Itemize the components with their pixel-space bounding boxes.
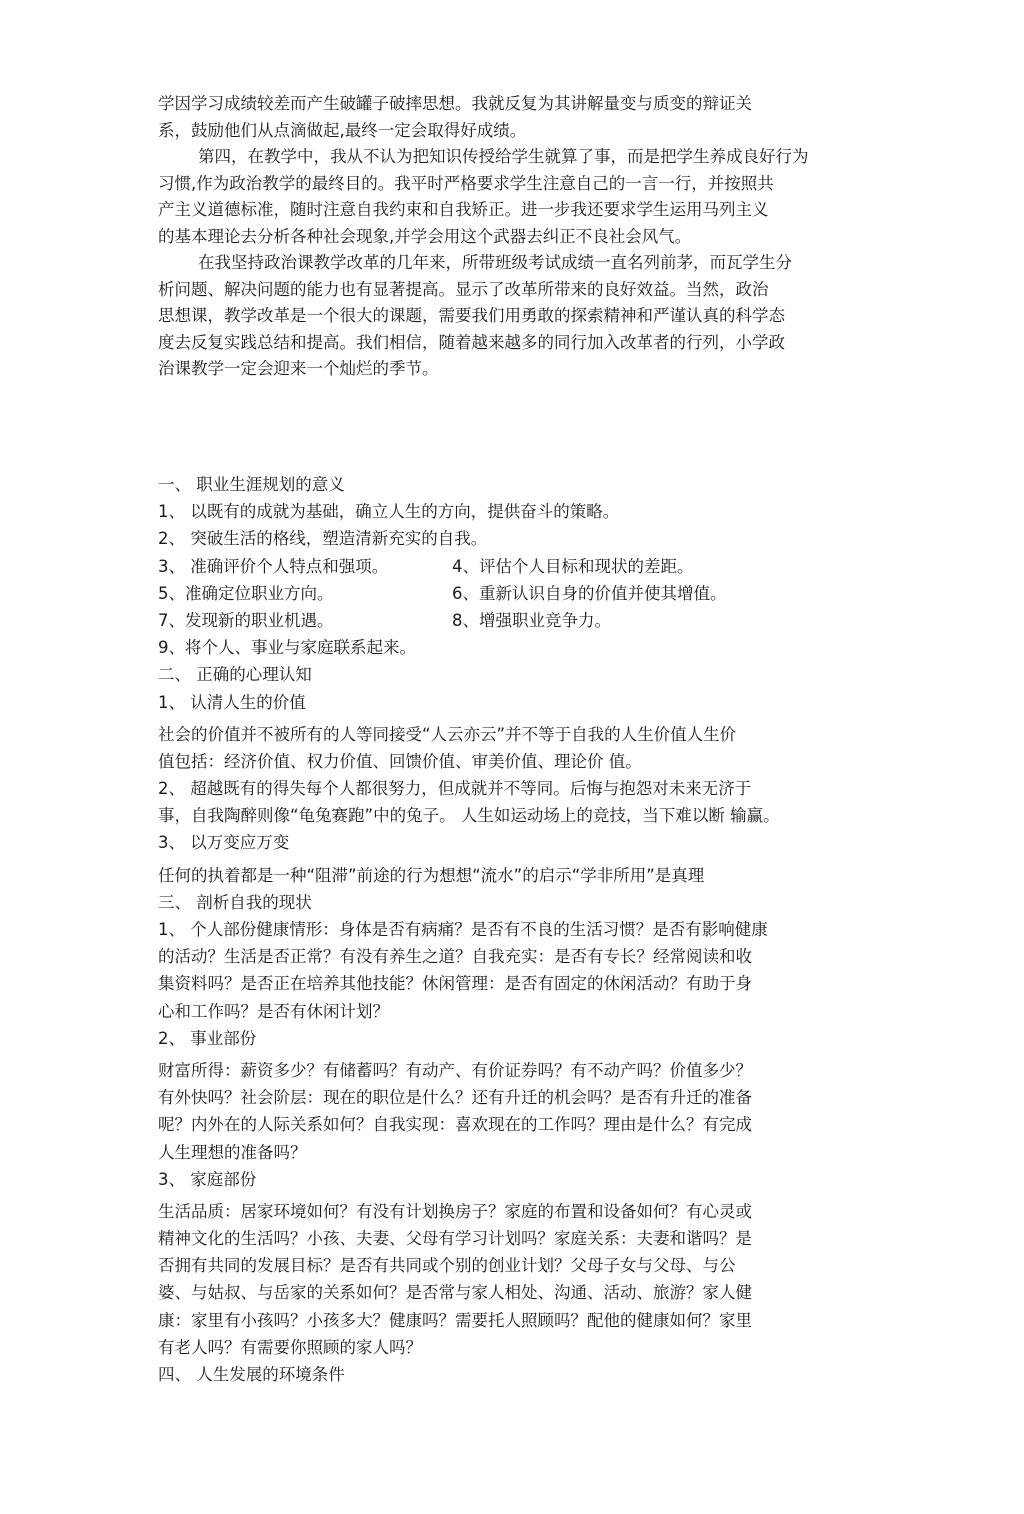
text-line: 否拥有共同的发展目标？是否有共同或个别的创业计划？父母子女与父母、与公 bbox=[158, 1256, 736, 1276]
subheading: 3、 以万变应万变 bbox=[158, 833, 290, 853]
list-row bbox=[158, 580, 878, 607]
text-line: 有老人吗？有需要你照顾的家人吗？ bbox=[158, 1337, 422, 1357]
text-line: 精神文化的生活吗？小孩、夫妻、父母有学习计划吗？家庭关系：夫妻和谐吗？是 bbox=[158, 1229, 752, 1249]
list-item: 4、评估个人目标和现状的差距。 bbox=[452, 556, 694, 576]
paragraph-start: 在我坚持政治课教学改革的几年来，所带班级考试成绩一直名列前茅，而瓦学生分 bbox=[198, 253, 792, 272]
text-line: 习惯,作为政治教学的最终目的。我平时严格要求学生注意自己的一言一行，并按照共 bbox=[158, 173, 774, 193]
text-line: 析问题、解决问题的能力也有显著提高。显示了改革所带来的良好效益。当然，政治 bbox=[158, 279, 769, 299]
text-line: 心和工作吗？是否有休闲计划？ bbox=[158, 1001, 389, 1021]
text-line: 康：家里有小孩吗？小孩多大？健康吗？需要托人照顾吗？配他的健康如何？家里 bbox=[158, 1310, 752, 1330]
section-heading: 二、 正确的心理认知 bbox=[158, 665, 312, 685]
subheading: 3、 家庭部份 bbox=[158, 1169, 257, 1189]
text-line: 1、 个人部份健康情形：身体是否有病痛？是否有不良的生活习惯？是否有影响健康 bbox=[158, 920, 768, 939]
list-item: 7、发现新的职业机遇。 bbox=[158, 610, 334, 630]
text-line: 2、 超越既有的得失每个人都很努力，但成就并不等同。后悔与抱怨对未来无济于 bbox=[158, 779, 752, 799]
text-line: 思想课，教学改革是一个很大的课题，需要我们用勇敢的探索精神和严谨认真的科学态 bbox=[158, 306, 785, 325]
list-item: 2、 突破生活的格线，塑造清新充实的自我。 bbox=[158, 529, 488, 549]
list-item: 6、重新认识自身的价值并使其增值。 bbox=[452, 583, 727, 603]
text-line: 度去反复实践总结和提高。我们相信，随着越来越多的同行加入改革者的行列，小学政 bbox=[158, 332, 785, 352]
text-line: 集资料吗？是否正在培养其他技能？休闲管理：是否有固定的休闲活动？有助于身 bbox=[158, 974, 752, 994]
list-item: 1、 以既有的成就为基础，确立人生的方向，提供奋斗的策略。 bbox=[158, 502, 620, 522]
list-row bbox=[158, 553, 878, 580]
text-line: 治课教学一定会迎来一个灿烂的季节。 bbox=[158, 359, 439, 378]
text-line: 婆、与姑叔、与岳家的关系如何？是否常与家人相处、沟通、活动、旅游？家人健 bbox=[158, 1283, 752, 1303]
list-item: 5、准确定位职业方向。 bbox=[158, 583, 334, 603]
text-line: 学因学习成绩较差而产生破罐子破摔思想。我就反复为其讲解量变与质变的辩证关 bbox=[158, 94, 752, 113]
text-line: 生活品质：居家环境如何？有没有计划换房子？家庭的布置和设备如何？有心灵或 bbox=[158, 1201, 752, 1221]
text-line: 有外快吗？社会阶层：现在的职位是什么？还有升迁的机会吗？是否有升迁的准备 bbox=[158, 1088, 752, 1108]
text-line: 财富所得：薪资多少？有储蓄吗？有动产、有价证券吗？有不动产吗？价值多少？ bbox=[158, 1060, 752, 1080]
subheading: 2、 事业部份 bbox=[158, 1028, 257, 1048]
text-line: 社会的价值并不被所有的人等同接受“人云亦云”并不等于自我的人生价值人生价 bbox=[158, 724, 737, 744]
text-line: 呢？内外在的人际关系如何？自我实现：喜欢现在的工作吗？理由是什么？有完成 bbox=[158, 1115, 752, 1135]
paragraph-start: 第四，在教学中，我从不认为把知识传授给学生就算了事，而是把学生养成良好行为 bbox=[198, 147, 809, 166]
section-heading: 四、 人生发展的环境条件 bbox=[158, 1365, 345, 1384]
text-line: 事，自我陶醉则像“龟兔赛跑”中的兔子。 人生如运动场上的竞技，当下难以断 输赢。 bbox=[158, 806, 780, 826]
text-line: 系，鼓励他们从点滴做起,最终一定会取得好成绩。 bbox=[158, 120, 527, 140]
section-heading: 一、 职业生涯规划的意义 bbox=[158, 475, 345, 494]
text-line: 产主义道德标准，随时注意自我约束和自我矫正。进一步我还要求学生运用马列主义 bbox=[158, 200, 769, 219]
text-line: 任何的执着都是一种“阻滞”前途的行为想想“流水”的启示“学非所用”是真理 bbox=[158, 865, 705, 885]
career-planning-section bbox=[158, 471, 878, 1388]
text-line: 的活动？生活是否正常？有没有养生之道？自我充实：是否有专长？经常阅读和收 bbox=[158, 947, 752, 967]
subheading: 1、 认清人生的价值 bbox=[158, 692, 306, 712]
list-item: 3、 准确评价个人特点和强项。 bbox=[158, 556, 389, 576]
text-line: 值包括：经济价值、权力价值、回馈价值、审美价值、理论价 值。 bbox=[158, 751, 642, 771]
text-line: 的基本理论去分析各种社会现象,并学会用这个武器去纠正不良社会风气。 bbox=[158, 226, 692, 246]
list-item: 9、将个人、事业与家庭联系起来。 bbox=[158, 638, 416, 658]
text-line: 人生理想的准备吗？ bbox=[158, 1142, 307, 1162]
list-row bbox=[158, 607, 878, 634]
section-heading: 三、 剖析自我的现状 bbox=[158, 892, 312, 912]
top-paragraphs bbox=[158, 91, 878, 383]
list-item: 8、增强职业竞争力。 bbox=[452, 610, 611, 630]
